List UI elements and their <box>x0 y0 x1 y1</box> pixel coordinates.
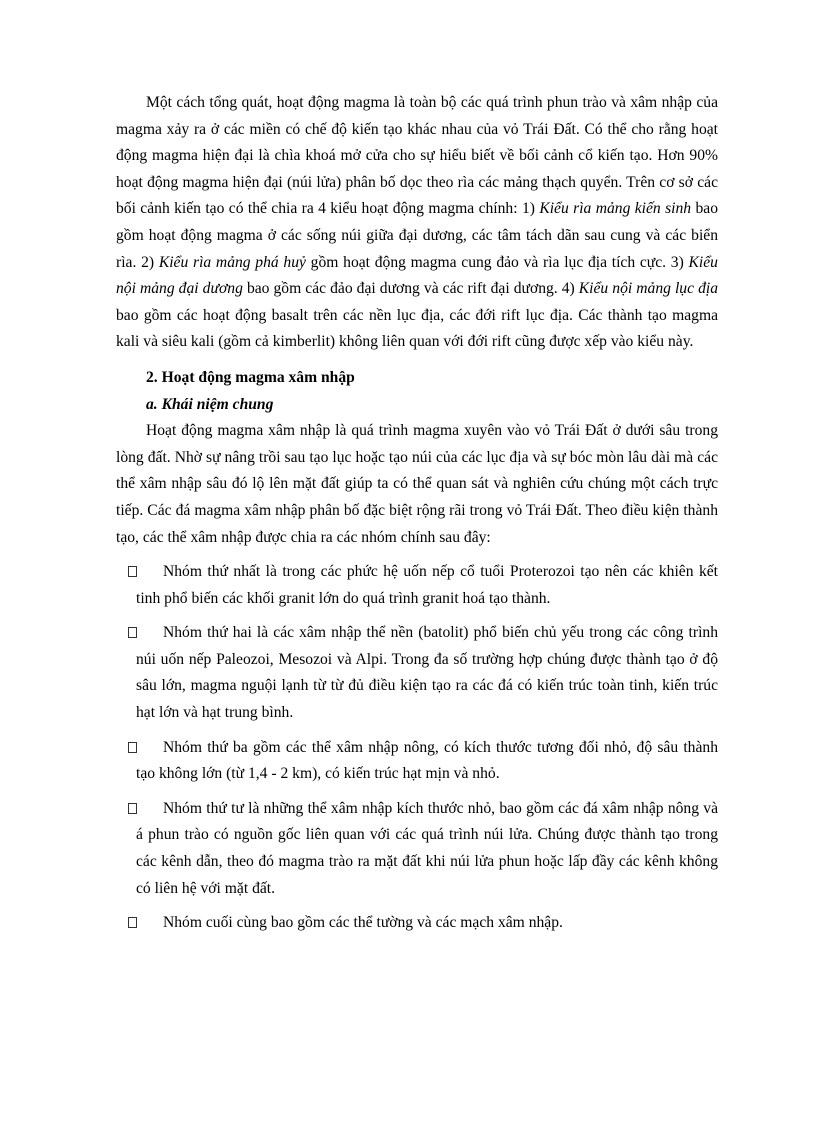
list-item-text: Nhóm thứ nhất là trong các phức hệ uốn nếp cổ tuổi Proterozoi tạo nên các khiên kết tinh phổ biến các khối granit lớn do quá trình granit hoá tạo thành. <box>136 563 718 607</box>
intro-text-c: gồm hoạt động magma cung đảo và rìa lục địa tích cực. 3) <box>305 253 689 271</box>
list-item-text: Nhóm thứ ba gồm các thể xâm nhập nông, có kích thước tương đối nhỏ, độ sâu thành tạo không lớn (từ 1,4 - 2 km), có kiến trúc hạt mịn và nhỏ. <box>136 738 718 783</box>
section-paragraph: Hoạt động magma xâm nhập là quá trình magma xuyên vào vỏ Trái Đất ở dưới sâu trong lòng đất. Nhờ sự nâng trồi sau tạo lục hoặc tạo núi của các lục địa và sự bóc mòn lâu dài mà các thể xâm nhập sâu đó lộ lên mặt đất giúp ta có thể quan sát và nghiên cứu chúng một cách trực tiếp. Các đá magma xâm nhập phân bố đặc biệt rộng rãi trong vỏ Trái Đất. Theo điều kiện thành tạo, các thể xâm nhập được chia ra các nhóm chính sau đây: <box>116 422 718 546</box>
list-item-text: Nhóm cuối cùng bao gồm các thể tường và các mạch xâm nhập. <box>163 914 563 932</box>
square-bullet-icon <box>128 803 137 814</box>
intro-text-b: bao gồm hoạt động magma ở các sống núi giữa đại dương, các tâm tách dãn sau cung và các biển rìa. 2) <box>116 200 718 271</box>
group-list <box>116 559 718 937</box>
list-item-text: Nhóm thứ hai là các xâm nhập thể nền (batolit) phổ biến chủ yếu trong các công trình núi uốn nếp Paleozoi, Mesozoi và Alpi. Trong đa số trường hợp chúng được thành tạo ở độ sâu lớn, magma nguội lạnh từ từ đủ điều kiện tạo ra các đá có kiến trúc toàn tinh, kiến trúc hạt lớn và hạt trung bình. <box>136 624 718 722</box>
list-item <box>116 796 718 902</box>
intro-text-d: bao gồm các đảo đại dương và các rift đại dương. 4) <box>242 280 579 298</box>
document-page <box>116 90 718 937</box>
type4-term: Kiểu nội mảng lục địa <box>578 280 718 298</box>
square-bullet-icon <box>128 917 137 928</box>
intro-paragraph <box>116 90 718 356</box>
square-bullet-icon <box>128 627 137 638</box>
type1-term: Kiểu rìa mảng kiến sinh <box>539 200 692 218</box>
intro-text-e: bao gồm các hoạt động basalt trên các nền lục địa, các đới rift lục địa. Các thành tạo magma kali và siêu kali (gồm cả kimberlit) không liên quan với đới rift cũng được xếp vào kiểu này. <box>116 306 718 351</box>
list-item-text: Nhóm thứ tư là những thể xâm nhập kích thước nhỏ, bao gồm các đá xâm nhập nông và á phun trào có nguồn gốc liên quan với các quá trình núi lửa. Chúng được thành tạo trong các kênh dẫn, theo đó magma trào ra mặt đất khi núi lửa phun hoặc lấp đầy các kênh không có liên hệ với mặt đất. <box>136 799 718 897</box>
section-heading: 2. Hoạt động magma xâm nhập <box>146 368 355 386</box>
square-bullet-icon <box>128 566 137 577</box>
type3-term: Kiểu nội mảng đại dương <box>116 253 718 298</box>
list-item <box>116 910 718 937</box>
list-item <box>116 620 718 726</box>
type2-term: Kiểu rìa mảng phá huỷ <box>158 253 306 271</box>
list-item <box>116 735 718 788</box>
intro-text-a: Một cách tổng quát, hoạt động magma là toàn bộ các quá trình phun trào và xâm nhập của magma xảy ra ở các miền có chế độ kiến tạo khác nhau của vỏ Trái Đất. Có thể cho rằng hoạt động magma hiện đại là chìa khoá mở cửa cho sự hiểu biết về bối cảnh cổ kiến tạo. Hơn 90% hoạt động magma hiện đại (núi lửa) phân bố dọc theo rìa các mảng thạch quyển. Trên cơ sở các bối cảnh kiến tạo có thể chia ra 4 kiểu hoạt động magma chính: 1) <box>116 94 718 218</box>
subsection-heading: a. Khái niệm chung <box>146 395 274 413</box>
square-bullet-icon <box>128 742 137 753</box>
list-item <box>116 559 718 612</box>
